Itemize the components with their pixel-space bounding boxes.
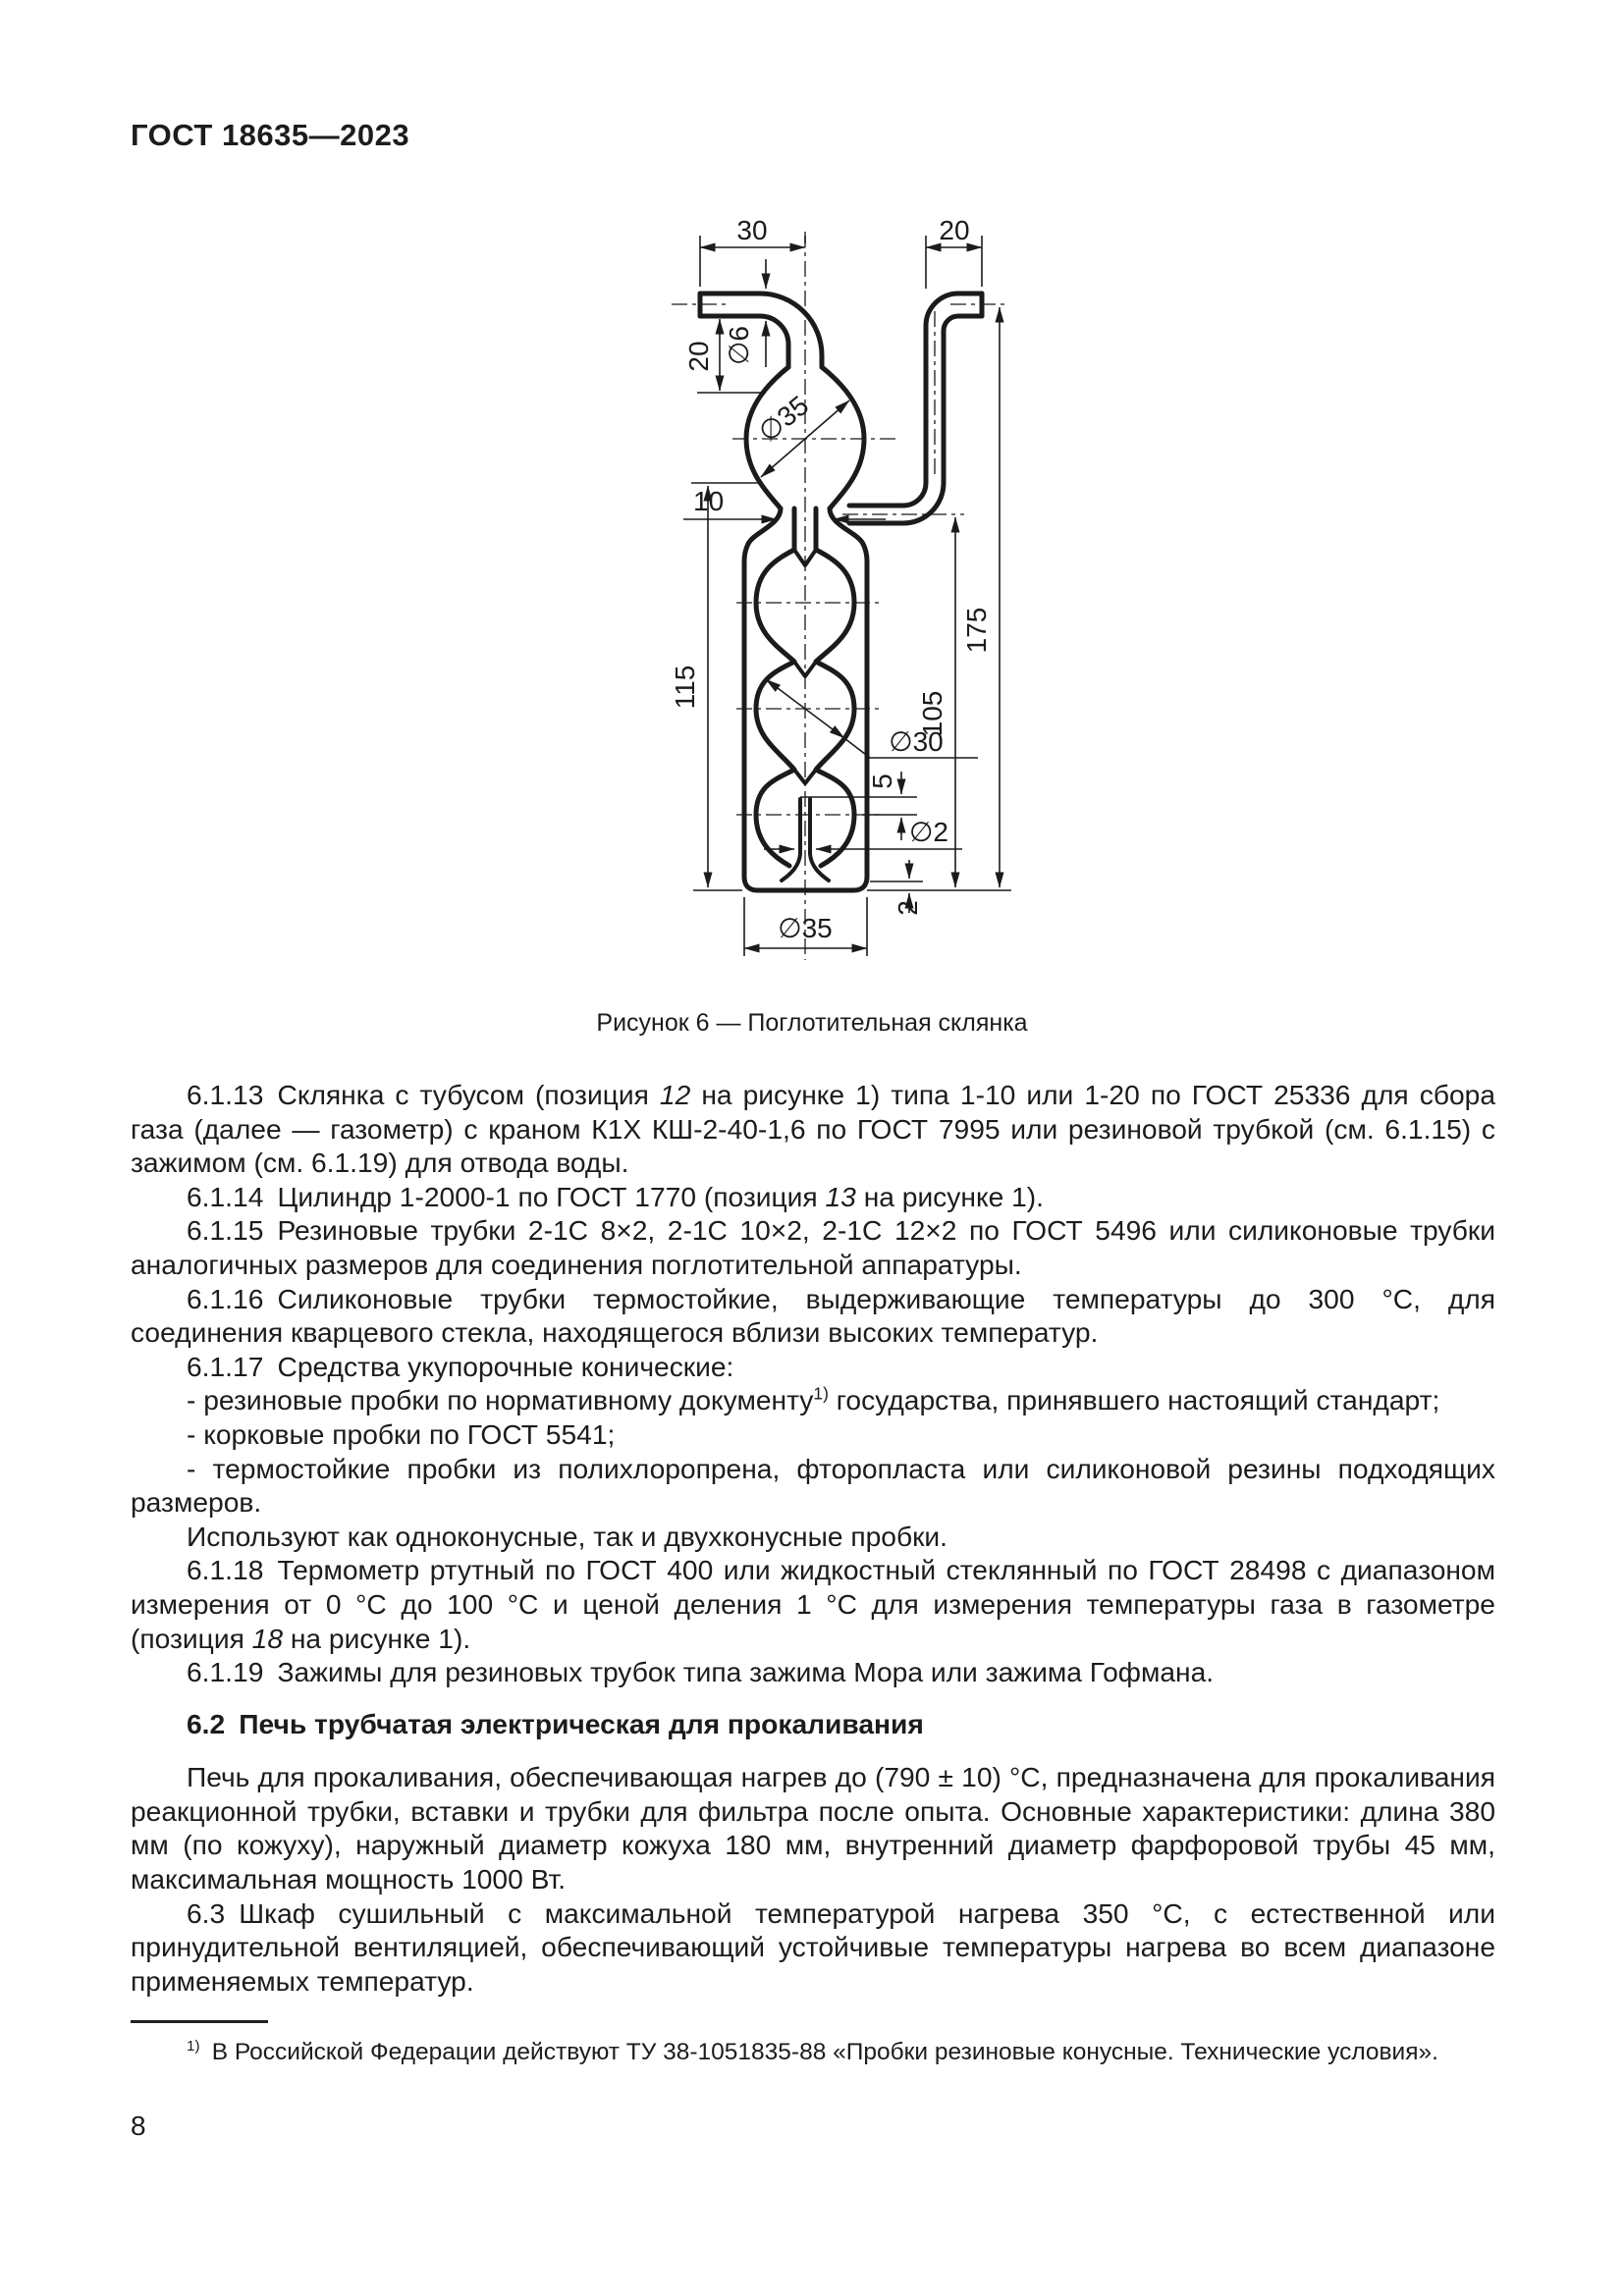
footnote-block (131, 2020, 1495, 2067)
italic-position-ref: 13 (825, 1180, 856, 1212)
heading-6-2: 6.2 Печь трубчатая электрическая для прокаливания (187, 1707, 924, 1739)
page-number: 8 (131, 2110, 146, 2141)
dim-label-d35: ∅35 (752, 390, 815, 449)
side-outlet-tube (842, 294, 1007, 523)
paragraph-6-1-18: 6.1.18 Термометр ртутный по ГОСТ 400 или жидкостный стеклянный по ГОСТ 28498 с диапазоном измерения от 0 °С до 100 °С и ценой деления 1 °С для измерения температуры газа в газометре (позиция 18 на рисунке 1). (131, 1554, 1495, 1654)
dim-label-20-left: 20 (683, 341, 714, 372)
figure-6 (617, 218, 1127, 1023)
absorption-flask-drawing (617, 218, 1127, 1023)
figure-caption: Рисунок 6 — Поглотительная склянка (596, 1009, 1028, 1037)
dim-label-d30: ∅30 (889, 726, 944, 757)
document-header: ГОСТ 18635—2023 (131, 118, 410, 152)
paragraph-6-1-16: 6.1.16 Силиконовые трубки термостойкие, выдерживающие температуры до 300 °С, для соединения кварцевого стекла, находящегося вблизи высоких температур. (131, 1282, 1495, 1349)
paragraph-plug-types: Используют как одноконусные, так и двухконусные пробки. (187, 1520, 948, 1552)
paragraph-furnace: Печь для прокаливания, обеспечивающая нагрев до (790 ± 10) °С, предназначена для прокаливания реакционной трубки, вставки и трубки для фильтра после опыта. Основные характеристики: длина 380 мм (по кожуху), наружный диаметр кожуха 180 мм, внутренний диаметр фарфоровой трубы 45 мм, максимальная мощность 1000 Вт. (131, 1761, 1495, 1896)
paragraph-6-1-15: 6.1.15 Резиновые трубки 2-1С 8×2, 2-1С 10×2, 2-1С 12×2 по ГОСТ 5496 или силиконовые трубки аналогичных размеров для соединения поглотительной аппаратуры. (131, 1214, 1495, 1280)
paragraph-6-1-13: 6.1.13 Склянка с тубусом (позиция 12 на рисунке 1) типа 1-10 или 1-20 по ГОСТ 25336 для сбора газа (далее — газометр) с краном К1Х КШ-2-40-1,6 по ГОСТ 7995 или резиновой трубкой (см. 6.1.15) с зажимом (см. 6.1.19) для отвода воды. (131, 1079, 1495, 1179)
paragraph-6-1-19: 6.1.19 Зажимы для резиновых трубок типа зажима Мора или зажима Гофмана. (187, 1656, 1215, 1688)
footnote-marker: 1) (187, 2037, 200, 2055)
list-item-heatproof-plugs: - термостойкие пробки из полихлоропрена, фторопласта или силиконовой резины подходящих размеров. (131, 1452, 1495, 1519)
dim-label-d35-bottom: ∅35 (778, 913, 833, 943)
dim-label-30: 30 (736, 218, 768, 245)
dim-label-175: 175 (961, 607, 992, 654)
italic-position-ref: 18 (251, 1622, 284, 1654)
footnote-divider (131, 2020, 268, 2023)
dim-label-115: 115 (670, 665, 700, 710)
dim-label-d6: ∅6 (724, 326, 754, 365)
paragraph-6-1-17: 6.1.17 Средства укупорочные конические: (187, 1350, 734, 1382)
dim-label-d2: ∅2 (909, 817, 948, 847)
document-body (131, 1078, 1495, 1998)
footnote-text: $^{1)}$ В Российской Федерации действуют ТУ 38-1051835-88 «Пробки резиновые конусные. Технические условия». (187, 2037, 1438, 2065)
list-item-rubber-plugs: - резиновые пробки по нормативному документу$^{1)}$ государства, принявшего настоящий стандарт; (187, 1383, 1440, 1416)
list-item-cork-plugs: - корковые пробки по ГОСТ 5541; (187, 1417, 616, 1450)
dim-label-2: 2 (893, 900, 923, 916)
dimension-annotations (670, 218, 1011, 956)
dim-label-5: 5 (867, 774, 897, 789)
dim-label-20-top: 20 (939, 218, 970, 245)
flask-glass-outline (700, 294, 867, 890)
dim-label-10: 10 (693, 486, 725, 516)
dim-label-105: 105 (917, 690, 947, 737)
italic-position-ref: 12 (659, 1079, 691, 1110)
paragraph-6-3: 6.3 Шкаф сушильный с максимальной температурой нагрева 350 °С, с естественной или принудительной вентиляцией, обеспечивающий устойчивые температуры нагрева во всем диапазоне применяемых температур. (131, 1896, 1495, 1997)
centerlines (672, 232, 895, 960)
paragraph-6-1-14: 6.1.14 Цилиндр 1-2000-1 по ГОСТ 1770 (позиция 13 на рисунке 1). (187, 1180, 1044, 1212)
footnote-marker: 1) (813, 1383, 829, 1404)
